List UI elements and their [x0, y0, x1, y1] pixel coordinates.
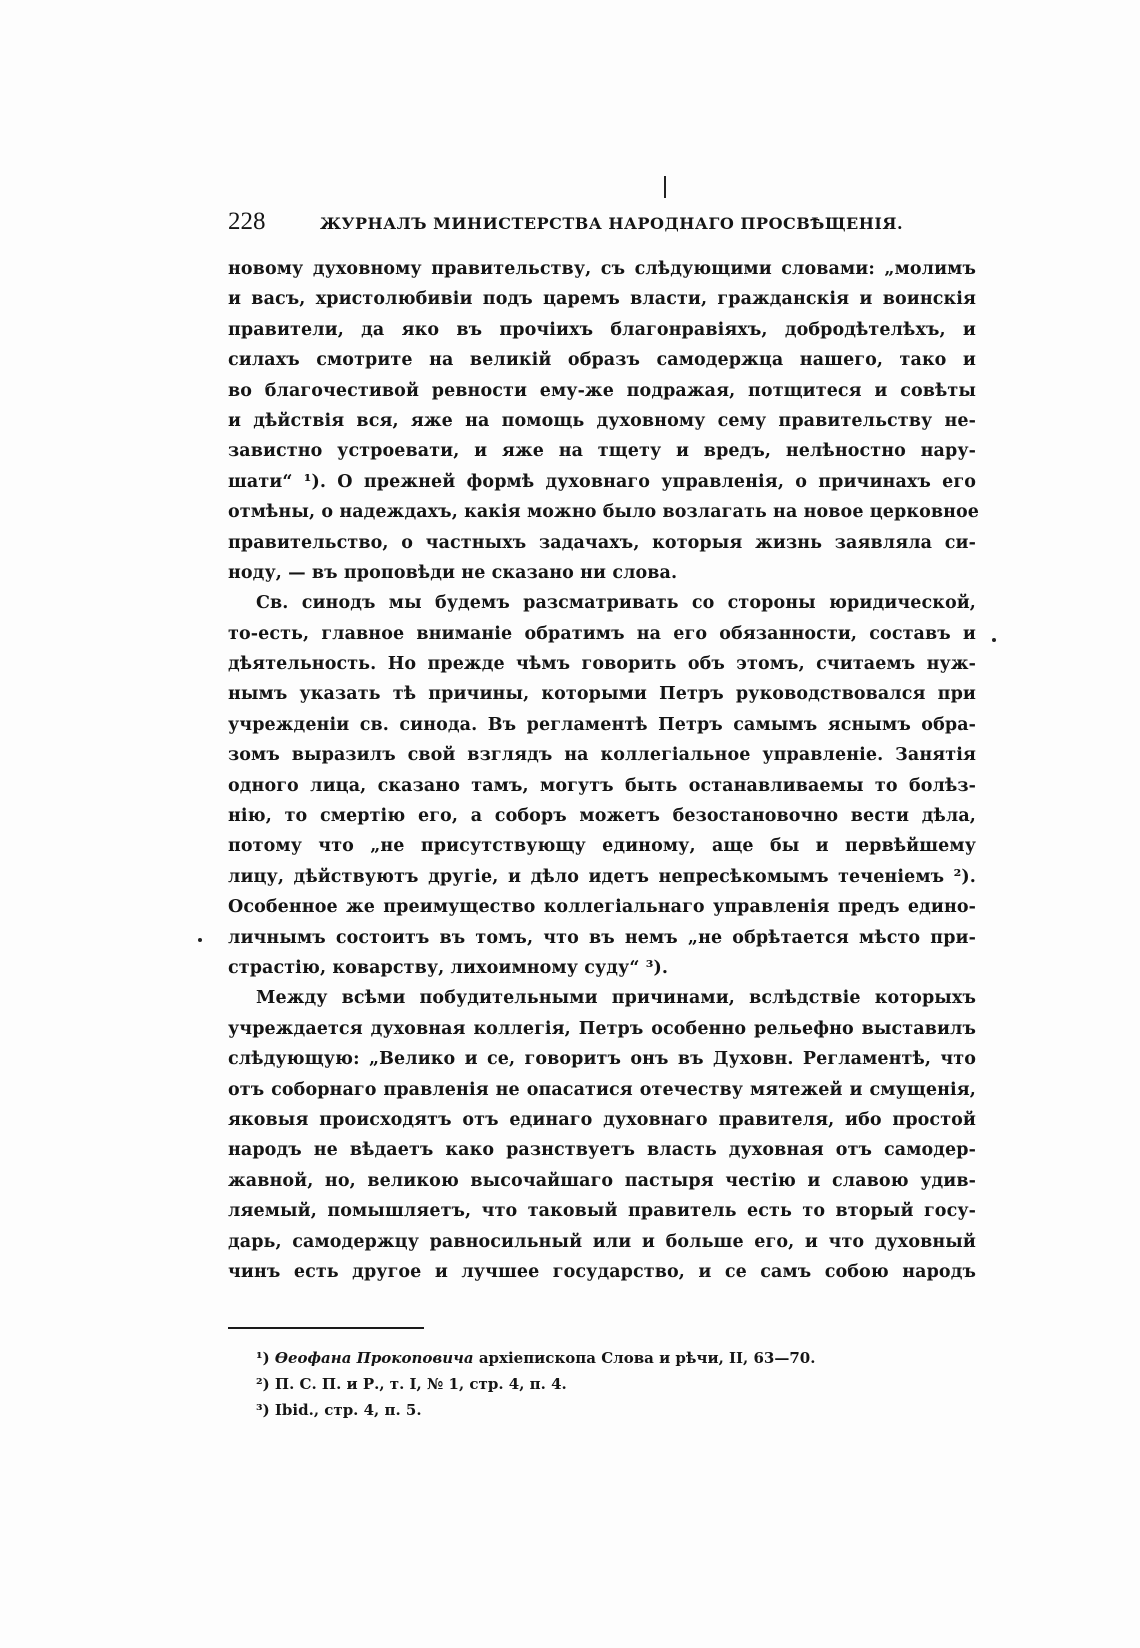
text-line: отмѣны, о надеждахъ, какія можно было возлагать на новое церковное: [228, 502, 980, 523]
text-line: одного лица, сказано тамъ, могутъ быть останавливаемы то болѣз-: [228, 775, 976, 796]
scan-mark-top: [664, 176, 666, 198]
text-line: ноду, — въ проповѣди не сказано ни слова.: [228, 562, 678, 583]
text-line: лицу, дѣйствуютъ другіе, и дѣло идетъ непресѣкомымъ теченіемъ ²).: [228, 866, 976, 887]
footnote-marker: ³): [256, 1401, 270, 1420]
text-line: чинъ есть другое и лучшее государство, и се самъ собою народъ: [228, 1261, 976, 1282]
footnote-text: архіепископа Слова и рѣчи, II, 63—70.: [478, 1349, 816, 1368]
scan-mark-right: [992, 638, 996, 642]
body-text: [228, 254, 980, 1287]
text-line: завистно устроевати, и яже на тщету и вредъ, нелѣностно нару-: [228, 441, 976, 462]
footnote-marker: ¹): [256, 1349, 270, 1368]
footnote-marker: ²): [256, 1375, 270, 1394]
text-line: Особенное же преимущество коллегіальнаго управленія предъ едино-: [228, 897, 976, 918]
page-number: 228: [228, 208, 266, 235]
book-page: [228, 208, 980, 1423]
text-line: правители, да яко въ прочіихъ благонравіяхъ, добродѣтелѣхъ, и: [228, 319, 976, 340]
text-line: личнымъ состоитъ въ томъ, что въ немъ „не обрѣтается мѣсто при-: [228, 927, 976, 948]
text-line: Св. синодъ мы будемъ разсматривать со стороны юридической,: [256, 593, 976, 614]
text-line: зомъ выразилъ свой взглядъ на коллегіальное управленіе. Занятія: [228, 745, 976, 766]
text-line: и дѣйствія вся, яже на помощь духовному сему правительству не-: [228, 410, 976, 431]
footnote: [228, 1345, 976, 1371]
text-line: то-есть, главное вниманіе обратимъ на его обязанности, составъ и: [228, 623, 976, 644]
text-line: народъ не вѣдаетъ како разнствуетъ власть духовная отъ самодер-: [228, 1140, 976, 1161]
text-line: учреждается духовная коллегія, Петръ особенно рельефно выставилъ: [228, 1018, 976, 1039]
text-line: яковыя происходятъ отъ единаго духовнаго правителя, ибо простой: [228, 1109, 976, 1130]
text-line: новому духовному правительству, съ слѣдующими словами: „молимъ: [228, 259, 976, 279]
footnote: [228, 1397, 976, 1423]
text-line: нію, то смертію его, а соборъ можетъ безостановочно вести дѣла,: [228, 806, 976, 827]
text-line: дарь, самодержцу равносильный или и больше его, и что духовный: [228, 1231, 976, 1252]
text-line: Между всѣми побудительными причинами, вслѣдствіе которыхъ: [256, 988, 976, 1009]
text-line: и васъ, христолюбивіи подъ царемъ власти, гражданскія и воинскія: [228, 289, 976, 310]
footnote-text: Ibid., стр. 4, п. 5.: [274, 1401, 422, 1420]
text-line: ляемый, помышляетъ, что таковый правитель есть то вторый госу-: [228, 1201, 976, 1222]
scan-mark-left: [198, 938, 202, 942]
footnote: [228, 1371, 976, 1397]
text-line: правительство, о частныхъ задачахъ, которыя жизнь заявляла си-: [228, 532, 976, 553]
text-line: потому что „не присутствующу единому, аще бы и первѣйшему: [228, 836, 976, 857]
footnotes: [228, 1345, 976, 1423]
text-line: нымъ указать тѣ причины, которыми Петръ руководствовался при: [228, 684, 976, 705]
footnote-separator: [228, 1327, 424, 1329]
text-line: во благочестивой ревности ему-же подражая, потщитеся и совѣты: [228, 380, 976, 401]
text-line: страстію, коварству, лихоимному суду“ ³).: [228, 957, 669, 978]
text-line: шати“ ¹). О прежней формѣ духовнаго управленія, о причинахъ его: [228, 471, 976, 492]
text-line: слѣдующую: „Велико и се, говоритъ онъ въ Духовн. Регламентѣ, что: [228, 1049, 976, 1070]
text-line: учрежденіи св. синода. Въ регламентѣ Петръ самымъ яснымъ обра-: [228, 714, 976, 735]
text-line: жавной, но, великою высочайшаго пастыря честію и славою удив-: [228, 1170, 976, 1191]
text-line: отъ соборнаго правленія не опасатися отечеству мятежей и смущенія,: [228, 1079, 976, 1100]
footnote-author: Ѳеофана Прокоповича: [274, 1349, 474, 1368]
footnote-text: П. С. П. и Р., т. I, № 1, стр. 4, п. 4.: [274, 1375, 567, 1394]
page-header: [228, 208, 976, 248]
text-line: дѣятельность. Но прежде чѣмъ говорить объ этомъ, считаемъ нуж-: [228, 654, 976, 675]
text-line: силахъ смотрите на великій образъ самодержца нашего, тако и: [228, 350, 976, 371]
running-title: ЖУРНАЛЪ МИНИСТЕРСТВА НАРОДНАГО ПРОСВѢЩЕНІЯ.: [320, 214, 904, 233]
